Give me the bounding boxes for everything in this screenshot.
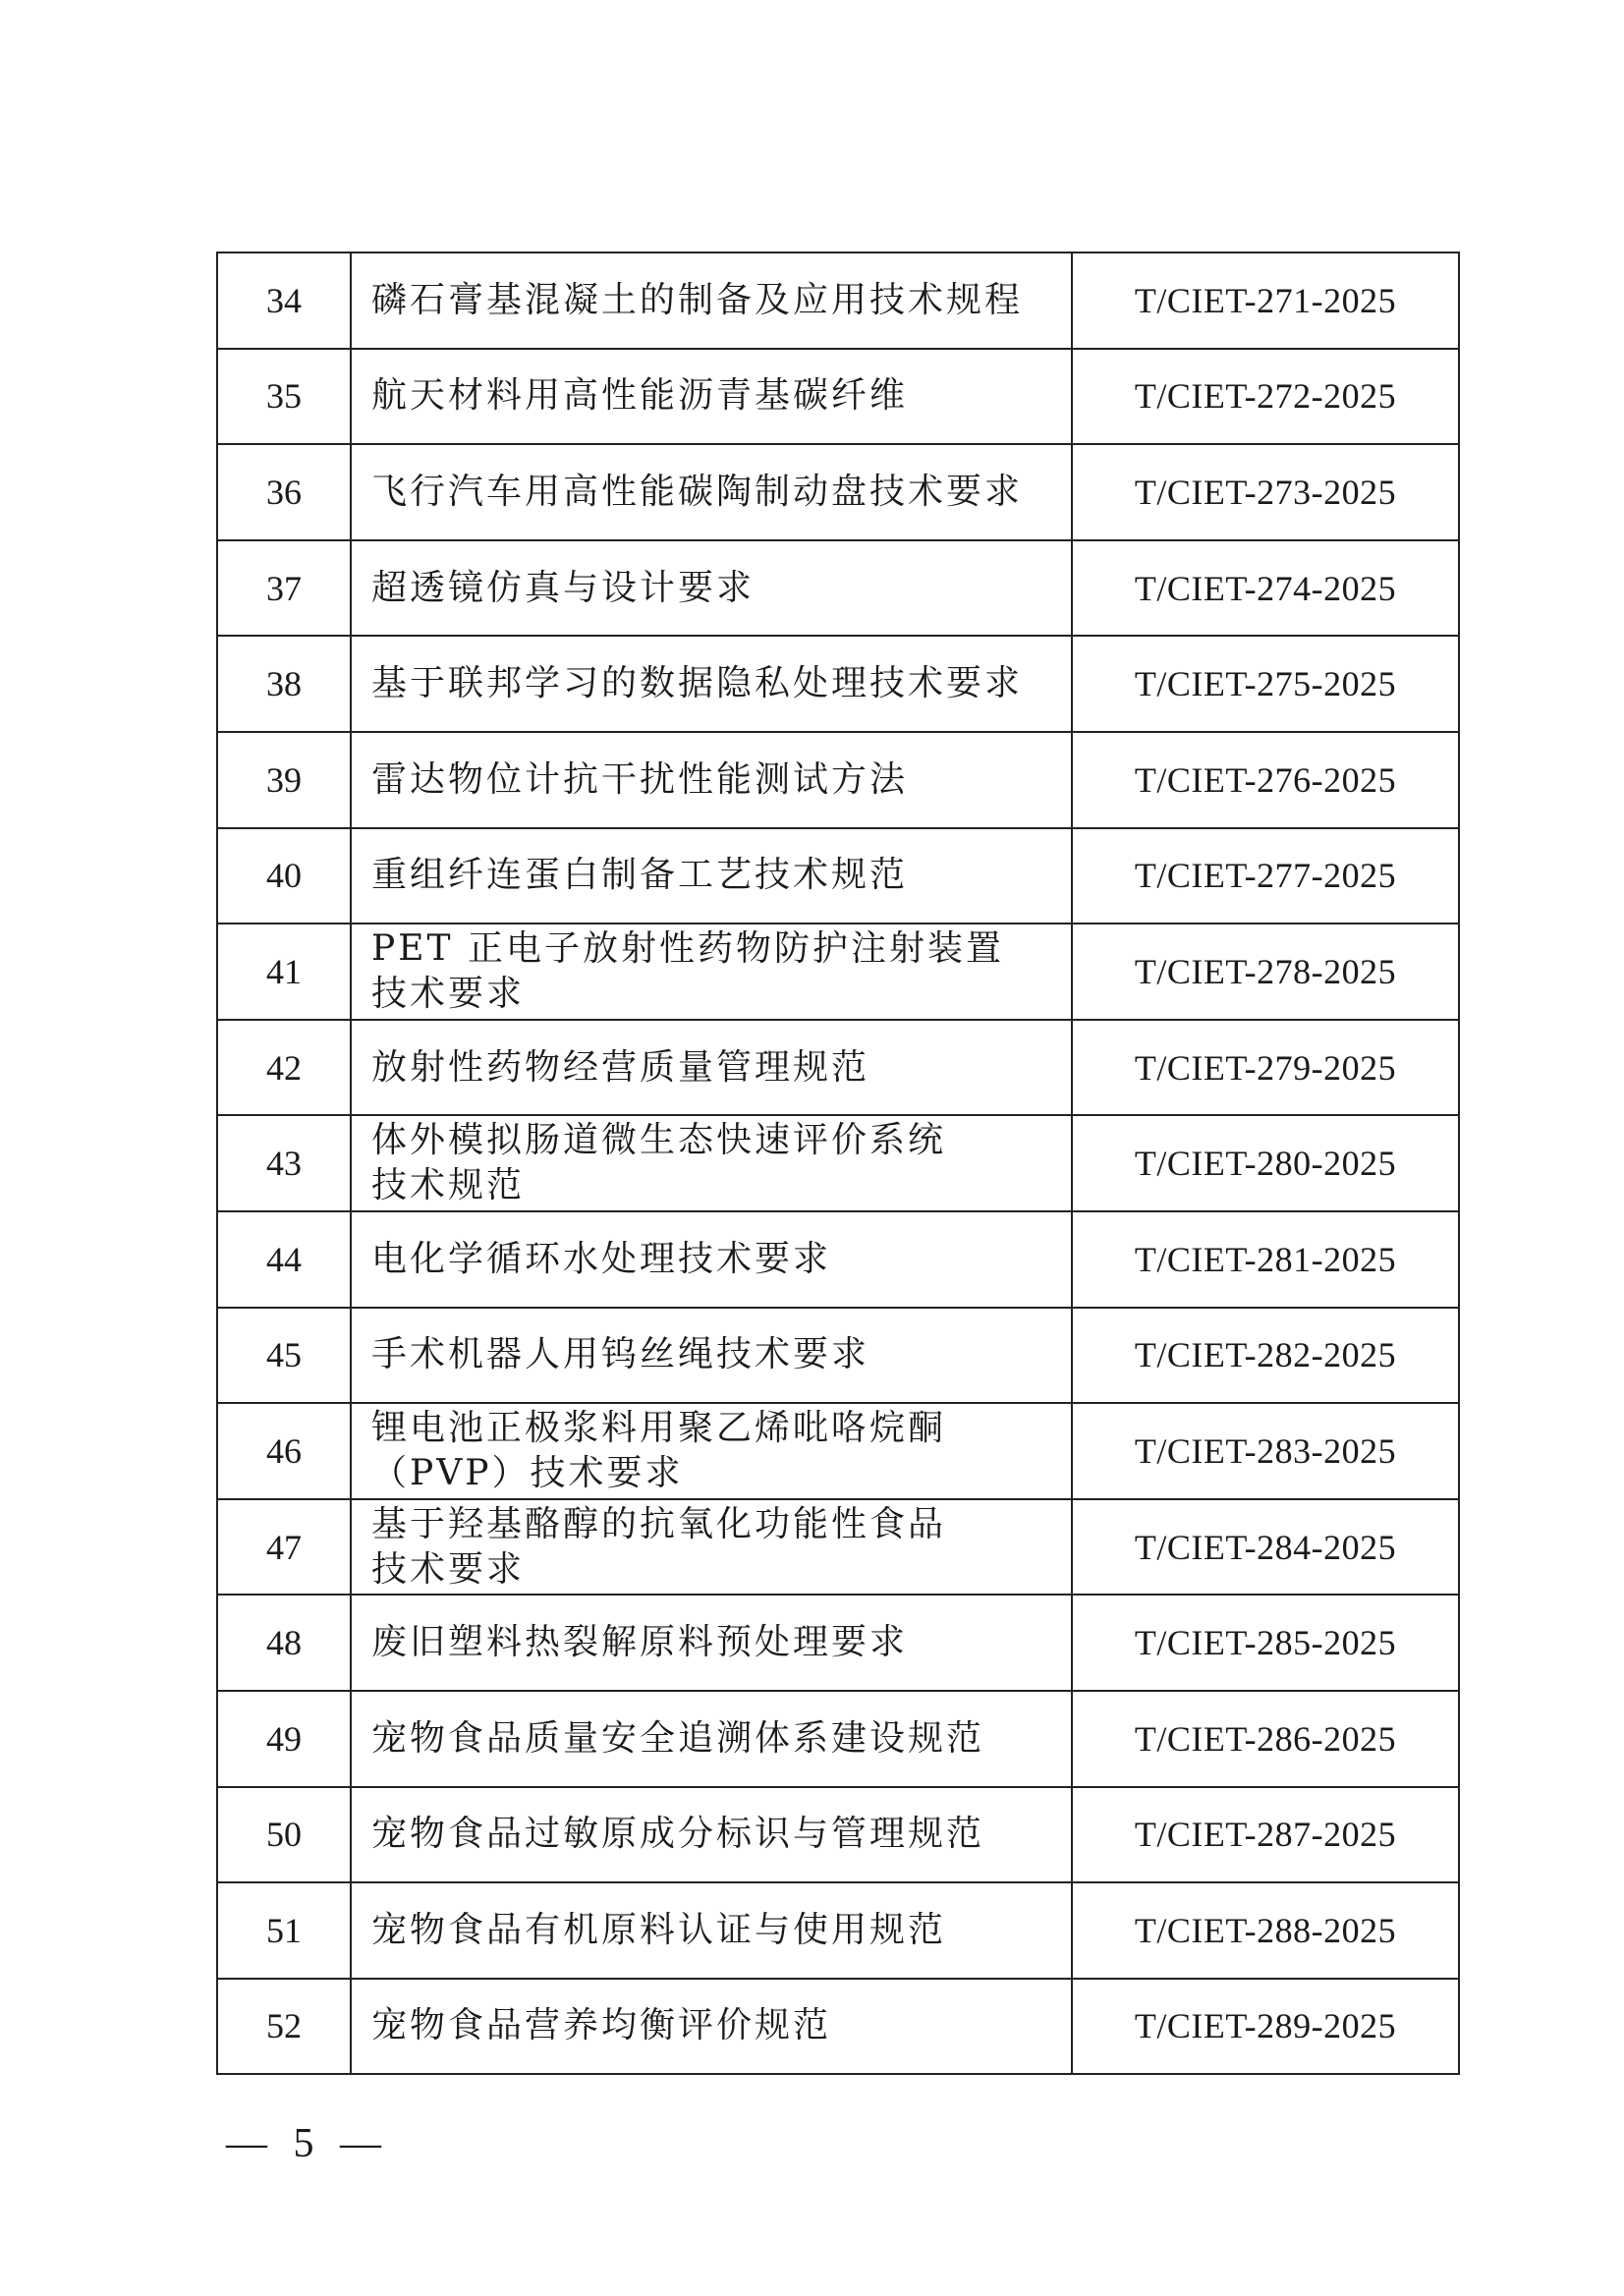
- standard-name-line: 放射性药物经营质量管理规范: [371, 1046, 870, 1088]
- standard-name-line: 磷石膏基混凝土的制备及应用技术规程: [371, 279, 1024, 320]
- standards-table-body: [217, 252, 1459, 2074]
- standard-name-line: 技术要求: [371, 973, 526, 1014]
- table-row: [217, 1403, 1459, 1499]
- row-number: 45: [217, 1308, 351, 1404]
- standard-code: T/CIET-275-2025: [1072, 636, 1459, 732]
- standard-name-line: 体外模拟肠道微生态快速评价系统: [371, 1120, 947, 1161]
- table-row: [217, 349, 1459, 445]
- standard-code: T/CIET-289-2025: [1072, 1979, 1459, 2075]
- page-number: — 5 —: [226, 2121, 389, 2166]
- standard-name: [351, 1020, 1072, 1116]
- standard-code: T/CIET-282-2025: [1072, 1308, 1459, 1404]
- standard-name-line: 基于联邦学习的数据隐私处理技术要求: [371, 663, 1024, 704]
- standard-name: [351, 1979, 1072, 2075]
- standard-name-line: 重组纤连蛋白制备工艺技术规范: [371, 855, 909, 896]
- table-row: [217, 1787, 1459, 1883]
- standard-name-line: 雷达物位计抗干扰性能测试方法: [371, 758, 909, 800]
- standard-code: T/CIET-283-2025: [1072, 1403, 1459, 1499]
- standard-name: [351, 1787, 1072, 1883]
- standard-name: [351, 828, 1072, 924]
- row-number: 48: [217, 1595, 351, 1691]
- standard-code: T/CIET-288-2025: [1072, 1882, 1459, 1979]
- standard-name-line: PET 正电子放射性药物防护注射装置: [371, 927, 1004, 969]
- table-row: [217, 1308, 1459, 1404]
- standard-code: T/CIET-272-2025: [1072, 349, 1459, 445]
- table-row: [217, 636, 1459, 732]
- standard-name: [351, 540, 1072, 637]
- standard-code: T/CIET-278-2025: [1072, 924, 1459, 1020]
- standard-name: [351, 252, 1072, 349]
- row-number: 46: [217, 1403, 351, 1499]
- standards-table: [216, 252, 1460, 2075]
- standard-code: T/CIET-276-2025: [1072, 732, 1459, 828]
- standard-name-line: （PVP）技术要求: [371, 1452, 684, 1493]
- table-row: [217, 924, 1459, 1020]
- row-number: 51: [217, 1882, 351, 1979]
- table-row: [217, 1115, 1459, 1211]
- standard-name-line: 基于羟基酪醇的抗氧化功能性食品: [371, 1503, 947, 1544]
- standard-code: T/CIET-284-2025: [1072, 1499, 1459, 1596]
- row-number: 50: [217, 1787, 351, 1883]
- row-number: 38: [217, 636, 351, 732]
- row-number: 36: [217, 444, 351, 540]
- standard-code: T/CIET-271-2025: [1072, 252, 1459, 349]
- standard-name-line: 宠物食品有机原料认证与使用规范: [371, 1909, 947, 1950]
- standard-name-line: 飞行汽车用高性能碳陶制动盘技术要求: [371, 471, 1024, 512]
- table-row: [217, 444, 1459, 540]
- standard-code: T/CIET-281-2025: [1072, 1211, 1459, 1308]
- row-number: 52: [217, 1979, 351, 2075]
- standard-name-line: 宠物食品过敏原成分标识与管理规范: [371, 1814, 985, 1855]
- standard-name-line: 电化学循环水处理技术要求: [371, 1238, 832, 1279]
- standard-name: [351, 924, 1072, 1020]
- standard-name-line: 超透镜仿真与设计要求: [371, 567, 756, 608]
- row-number: 43: [217, 1115, 351, 1211]
- standard-name-line: 宠物食品营养均衡评价规范: [371, 2005, 832, 2046]
- standard-name-line: 废旧塑料热裂解原料预处理要求: [371, 1622, 909, 1663]
- table-row: [217, 252, 1459, 349]
- row-number: 39: [217, 732, 351, 828]
- row-number: 34: [217, 252, 351, 349]
- row-number: 40: [217, 828, 351, 924]
- table-row: [217, 732, 1459, 828]
- table-row: [217, 1691, 1459, 1787]
- standard-name: [351, 1595, 1072, 1691]
- standard-name: [351, 732, 1072, 828]
- standard-code: T/CIET-285-2025: [1072, 1595, 1459, 1691]
- table-row: [217, 1211, 1459, 1308]
- table-row: [217, 1882, 1459, 1979]
- table-row: [217, 828, 1459, 924]
- row-number: 35: [217, 349, 351, 445]
- standard-code: T/CIET-280-2025: [1072, 1115, 1459, 1211]
- table-row: [217, 1979, 1459, 2075]
- standard-name-line: 锂电池正极浆料用聚乙烯吡咯烷酮: [371, 1407, 947, 1448]
- standard-name-line: 技术规范: [371, 1165, 526, 1206]
- table-row: [217, 1020, 1459, 1116]
- standard-code: T/CIET-279-2025: [1072, 1020, 1459, 1116]
- standard-name: [351, 1691, 1072, 1787]
- row-number: 47: [217, 1499, 351, 1596]
- standard-name: [351, 1882, 1072, 1979]
- standard-name: [351, 1403, 1072, 1499]
- standard-code: T/CIET-274-2025: [1072, 540, 1459, 637]
- standard-name-line: 技术要求: [371, 1548, 526, 1590]
- standard-name: [351, 349, 1072, 445]
- standard-name-line: 宠物食品质量安全追溯体系建设规范: [371, 1717, 985, 1759]
- standard-name: [351, 1308, 1072, 1404]
- standard-name: [351, 636, 1072, 732]
- row-number: 44: [217, 1211, 351, 1308]
- table-row: [217, 1595, 1459, 1691]
- row-number: 41: [217, 924, 351, 1020]
- row-number: 37: [217, 540, 351, 637]
- table-row: [217, 1499, 1459, 1596]
- row-number: 49: [217, 1691, 351, 1787]
- standard-code: T/CIET-286-2025: [1072, 1691, 1459, 1787]
- row-number: 42: [217, 1020, 351, 1116]
- standard-name: [351, 444, 1072, 540]
- standard-code: T/CIET-287-2025: [1072, 1787, 1459, 1883]
- standard-name-line: 手术机器人用钨丝绳技术要求: [371, 1334, 870, 1375]
- standard-name-line: 航天材料用高性能沥青基碳纤维: [371, 375, 909, 417]
- standard-name: [351, 1211, 1072, 1308]
- table-row: [217, 540, 1459, 637]
- standard-name: [351, 1115, 1072, 1211]
- standard-code: T/CIET-273-2025: [1072, 444, 1459, 540]
- standard-code: T/CIET-277-2025: [1072, 828, 1459, 924]
- standard-name: [351, 1499, 1072, 1596]
